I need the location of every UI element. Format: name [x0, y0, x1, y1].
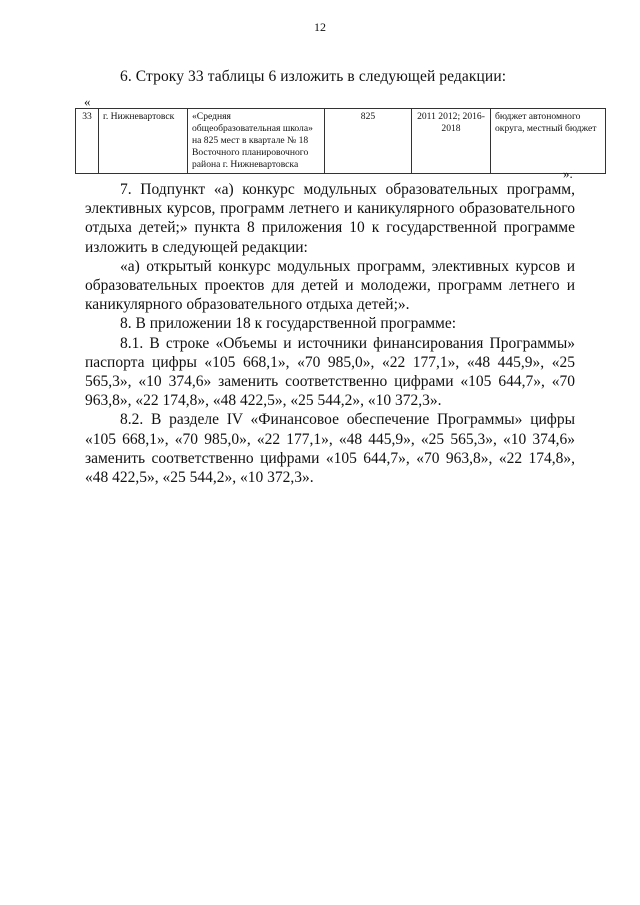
cell-city: г. Нижневартовск [99, 109, 188, 174]
page-number: 12 [314, 20, 326, 34]
cell-funding-source: бюджет автономного округа, местный бюджет [491, 109, 606, 174]
document-body [85, 180, 575, 487]
table-row-33 [75, 108, 606, 174]
paragraph-item-7: 7. Подпункт «а) конкурс модульных образовательных программ, элективных курсов, программ летнего и каникулярного образовательного отдыха детей;» пункта 8 приложения 10 к государственной программе изложить в следующей редакции: [85, 181, 575, 256]
cell-capacity: 825 [325, 109, 412, 174]
quote-close-mark: ». [563, 166, 573, 181]
paragraph-item-7-new-text: «а) открытый конкурс модульных программ, элективных курсов и образовательных проектов для детей и молодежи, программ летнего и каникулярного образовательного отдыха детей;». [85, 257, 575, 314]
cell-object: «Средняя общеобразовательная школа» на 825 мест в квартале № 18 Восточного планировочного района г. Нижневартовска [188, 109, 325, 174]
paragraph-item-8: 8. В приложении 18 к государственной программе: [120, 315, 457, 333]
cell-years: 2011 2012; 2016-2018 [412, 109, 491, 174]
item-6-heading: 6. Строку 33 таблицы 6 изложить в следующей редакции: [120, 68, 507, 85]
paragraph-item-8-1: 8.1. В строке «Объемы и источники финансирования Программы» паспорта цифры «105 668,1», «70 985,0», «22 177,1», «48 445,9», «25 565,3», «10 374,6» заменить соответственно цифрами «105 644,7», «70 963,8», «22 174,8», «48 422,5», «25 544,2», «10 372,3». [85, 334, 575, 410]
quote-open-mark: « [84, 94, 91, 109]
table-row [76, 109, 606, 174]
cell-number: 33 [76, 109, 99, 174]
paragraph-item-8-2: 8.2. В разделе IV «Финансовое обеспечение Программы» цифры «105 668,1», «70 985,0», «22 177,1», «48 445,9», «25 565,3», «10 374,6» заменить соответственно цифрами «105 644,7», «70 963,8», «22 174,8», «48 422,5», «25 544,2», «10 372,3». [85, 411, 575, 487]
